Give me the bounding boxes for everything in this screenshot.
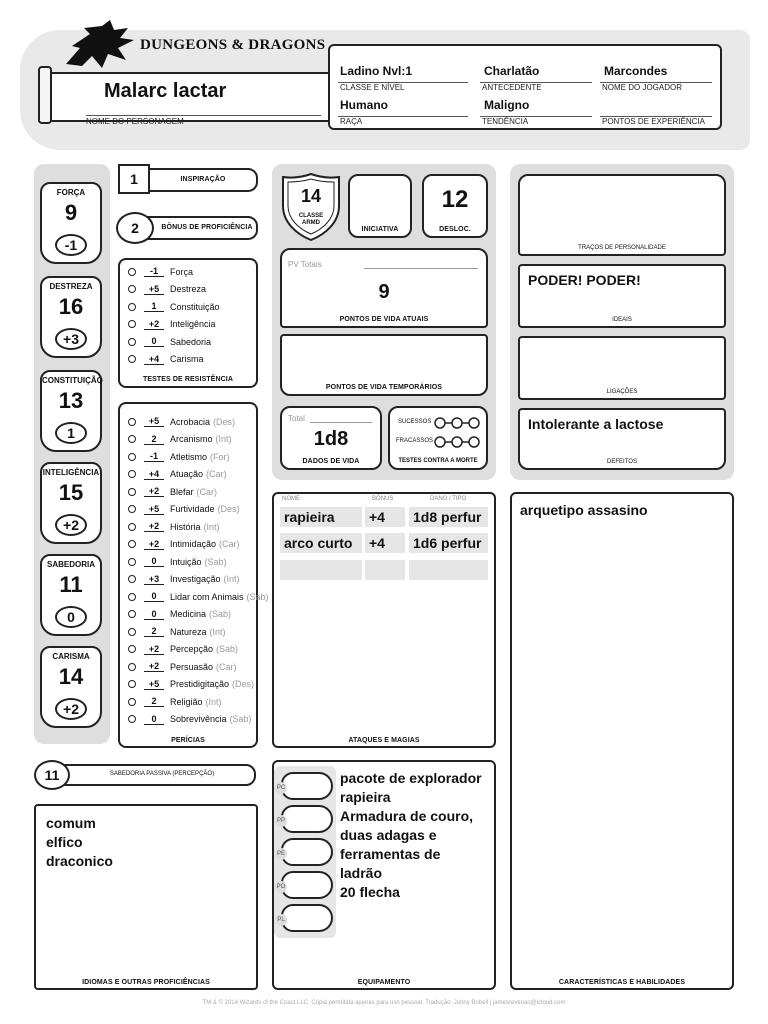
ability-score[interactable]: 9 [64,200,78,225]
skill-value[interactable]: +5 [144,679,164,690]
skill-row[interactable] [128,658,237,675]
languages-line: elfico [46,834,83,850]
ability-constitution [40,370,102,452]
equipment-line: rapieira [340,789,391,805]
proficiency-checkbox[interactable] [128,285,136,293]
equipment-line: duas adagas e [340,827,437,843]
skill-value[interactable]: +2 [144,521,164,532]
proficiency-checkbox[interactable] [128,418,136,426]
proficiency-checkbox[interactable] [128,610,136,618]
proficiency-checkbox[interactable] [128,470,136,478]
hp-current-label: PONTOS DE VIDA ATUAIS [339,316,429,323]
player-name-label: NOME DO JOGADOR [602,83,683,92]
skill-value[interactable]: +2 [144,486,164,497]
skill-name: Atletismo [170,451,208,462]
flaws-value[interactable]: Intolerante a lactose [528,416,664,432]
skill-name: Percepção [170,644,214,654]
bonds-label: LIGAÇÕES [606,389,638,395]
class-level-value[interactable]: Ladino Nvl:1 [340,64,413,78]
proficiency-checkbox[interactable] [128,488,136,496]
alignment-label: TENDÊNCIA [482,117,529,126]
skill-value[interactable]: +2 [144,644,164,655]
attacks-label: ATAQUES E MAGIAS [348,737,420,744]
skill-row[interactable] [128,431,232,448]
skill-value[interactable]: +2 [144,539,164,550]
skill-ability: (Des) [217,504,240,514]
proficiency-checkbox[interactable] [128,680,136,688]
skill-name: Religião [170,696,203,707]
attack-3-bonus[interactable] [365,560,405,580]
saving-throw-value[interactable]: 1 [144,301,164,312]
proficiency-checkbox[interactable] [128,540,136,548]
skill-ability: (Car) [196,486,218,497]
hit-dice-total-label: Total [288,414,305,423]
attack-3-damage[interactable] [409,560,488,580]
skill-ability: (Sab) [229,714,252,724]
ability-score[interactable]: 15 [58,480,84,505]
proficiency-checkbox[interactable] [128,575,136,583]
class-level-label: CLASSE E NÍVEL [340,83,405,92]
ability-modifier[interactable]: +2 [55,698,87,720]
proficiency-checkbox[interactable] [128,453,136,461]
coin-pp[interactable] [277,904,333,932]
skill-name: Atuação [170,469,204,479]
proficiency-checkbox[interactable] [128,628,136,636]
attacks-box [272,492,496,748]
coin-gp-label: PO [275,881,287,893]
skill-name: Investigação [170,574,221,584]
saving-throw-value[interactable]: -1 [144,266,164,277]
skill-ability: (Sab) [204,556,227,567]
skill-ability: (Car) [216,661,237,672]
death-success-label: SUCESSOS [398,419,432,425]
coin-pp-label: PL [275,914,287,926]
inspiration-label: INSPIRAÇÃO [180,176,226,183]
background-label: ANTECEDENTE [482,83,542,92]
skill-ability: (Sab) [216,644,239,654]
ability-name: CONSTITUIÇÃO [42,376,103,385]
ability-charisma [40,646,102,728]
skill-value[interactable]: 2 [144,434,164,445]
coin-gp[interactable] [276,871,333,899]
hit-dice-label: DADOS DE VIDA [302,458,360,465]
skill-row[interactable] [128,413,235,430]
languages-line: comum [46,815,96,831]
name-scroll-left-fold [38,66,52,124]
hit-dice-value[interactable]: 1d8 [313,428,349,450]
ability-score[interactable]: 11 [59,572,83,597]
skill-name: Natureza [170,626,207,637]
player-name-value[interactable]: Marcondes [604,64,668,78]
saving-throw-value[interactable]: 0 [144,336,164,347]
skill-row[interactable] [128,518,220,535]
armor-class-label-1: CLASSE [298,213,324,219]
coin-cp[interactable] [276,772,333,800]
coin-sp[interactable] [276,805,333,833]
saving-throw-name: Sabedoria [170,336,212,347]
skill-name: Sobrevivência [170,714,227,724]
skill-ability: (Int) [215,434,232,444]
skill-row[interactable] [128,693,222,710]
ability-score[interactable]: 14 [58,664,84,689]
attack-2-name[interactable]: arco curto [280,533,362,553]
death-success-circles [434,416,480,428]
skill-row[interactable] [128,448,230,465]
saving-throw-value[interactable]: +2 [144,319,164,330]
attack-2-bonus[interactable]: +4 [365,533,405,553]
skill-name: Acrobacia [170,416,211,427]
skill-ability: (Des) [213,416,236,427]
skill-row[interactable] [128,536,240,553]
skill-name: Medicina [170,609,207,619]
race-value[interactable]: Humano [340,98,388,112]
skill-row[interactable] [128,676,254,693]
race-label: RAÇA [340,117,363,126]
equipment-line: ladrão [340,865,383,881]
ideals-value[interactable]: PODER! PODER! [528,272,641,288]
coin-ep-label: PE [275,848,287,860]
ideals-label: IDEAIS [612,317,632,323]
inspiration-value[interactable]: 1 [118,164,150,194]
personality-label: TRAÇOS DE PERSONALIDADE [578,245,666,251]
armor-class-shield-icon [280,172,342,242]
background-value[interactable]: Charlatão [484,64,540,78]
dragon-logo-icon [62,20,142,72]
skill-name: Intimidação [170,539,217,549]
skill-ability: (Car) [219,539,240,549]
skill-name: Prestidigitação [170,679,230,689]
character-name[interactable]: Malarc lactar [104,80,227,102]
skill-value[interactable]: +3 [144,574,164,585]
proficiency-checkbox[interactable] [128,523,136,531]
features-box[interactable] [510,492,734,990]
skill-ability: (For) [210,451,230,462]
death-fail-circles [434,435,480,447]
skill-name: Blefar [170,486,194,497]
armor-class-label-2: ARMD [302,220,320,226]
skill-row[interactable] [128,588,269,605]
skill-row[interactable] [128,641,238,658]
skill-row[interactable] [128,606,231,623]
attacks-col-bonus: BÔNUS [372,496,394,502]
proficiency-label: BÔNUS DE PROFICIÊNCIA [161,224,253,231]
skill-name: Lidar com Animais [170,591,244,602]
proficiency-checkbox[interactable] [128,320,136,328]
skill-ability: (Des) [232,679,255,689]
skill-value[interactable]: -1 [144,451,164,462]
ability-score[interactable]: 16 [58,294,84,319]
xp-label: PONTOS DE EXPERIÊNCIA [602,117,705,126]
speed-value[interactable]: 12 [441,186,469,213]
attack-2-damage[interactable]: 1d6 perfur [409,533,488,553]
ability-intelligence [40,462,102,544]
skill-row[interactable] [128,553,227,570]
attack-1-bonus[interactable]: +4 [365,507,405,527]
proficiency-checkbox[interactable] [128,355,136,363]
coin-ep[interactable] [276,838,333,866]
skill-row[interactable] [128,501,240,518]
personality-box[interactable] [518,174,726,256]
skill-name: Arcanismo [170,434,213,444]
skill-ability: (Int) [203,521,220,532]
death-saves-label: TESTES CONTRA A MORTE [398,458,478,464]
equipment-line: pacote de explorador [340,770,482,786]
proficiency-checkbox[interactable] [128,593,136,601]
equipment-line: 20 flecha [340,884,400,900]
proficiency-checkbox[interactable] [128,338,136,346]
armor-class-value[interactable]: 14 [300,186,322,206]
equipment-label: EQUIPAMENTO [357,979,411,986]
initiative-label: INICIATIVA [361,226,399,233]
saving-throws-label: TESTES DE RESISTÊNCIA [142,376,233,383]
ability-wisdom [40,554,102,636]
skill-value[interactable]: +2 [144,661,164,672]
skill-row[interactable] [128,571,240,588]
saving-throw-row[interactable] [128,263,193,280]
skill-row[interactable] [128,711,252,728]
skill-value[interactable]: 0 [144,556,164,567]
skill-ability: (Int) [209,626,226,637]
ability-strength [40,182,102,264]
attack-3-name[interactable] [280,560,362,580]
skill-name: Furtividade [170,504,215,514]
proficiency-checkbox[interactable] [128,558,136,566]
hp-current-value[interactable]: 9 [378,281,390,303]
saving-throw-value[interactable]: +5 [144,284,164,295]
attack-1-damage[interactable]: 1d8 perfur [409,507,488,527]
features-text[interactable]: arquetipo assasino [520,502,648,518]
passive-perception-label: SABEDORIA PASSIVA (PERCEPÇÃO) [109,771,215,777]
skill-ability: (Int) [223,574,240,584]
proficiency-checkbox[interactable] [128,435,136,443]
features-label: CARACTERÍSTICAS E HABILIDADES [558,979,686,986]
ability-modifier[interactable]: 1 [55,422,87,444]
ability-modifier[interactable]: +2 [55,514,87,536]
proficiency-checkbox[interactable] [128,663,136,671]
skill-value[interactable]: +5 [144,504,164,515]
ability-modifier[interactable]: -1 [55,234,87,256]
ability-dexterity [40,276,102,358]
skill-value[interactable]: 0 [144,609,164,620]
flaws-label: DEFEITOS [607,459,637,465]
saving-throw-name: Inteligência [170,319,216,329]
ability-name: FORÇA [56,188,86,197]
saving-throw-row[interactable] [128,281,206,298]
proficiency-checkbox[interactable] [128,698,136,706]
skill-row[interactable] [128,623,226,640]
languages-line: draconico [46,853,113,869]
ability-score[interactable]: 13 [58,388,84,413]
skill-name: Persuasão [170,661,214,672]
ability-name: DESTREZA [49,282,93,291]
temp-hp-label: PONTOS DE VIDA TEMPORÁRIOS [325,384,443,391]
proficiency-checkbox[interactable] [128,645,136,653]
footer-text: TM & © 2014 Wizards of the Coast LLC. Cópia permitida apenas para uso pessoal. Tradução: Johny Bobell | jamesrevenan@icloud.com [202,1000,566,1006]
equipment-line: ferramentas de [340,846,441,862]
ability-name: CARISMA [52,652,90,661]
skill-ability: (Int) [205,696,222,707]
ability-name: INTELIGÊNCIA [42,468,100,477]
skill-ability: (Sab) [246,591,269,602]
speed-label: DESLOC. [439,226,471,233]
languages-label: IDIOMAS E OUTRAS PROFICIÊNCIAS [82,979,210,986]
saving-throw-row[interactable] [128,333,211,350]
skill-ability: (Sab) [209,609,232,619]
logo-text: DUNGEONS & DRAGONS [140,37,326,53]
coin-cp-label: PC [275,782,287,794]
hp-max-label: PV Totais [288,260,322,269]
equipment-line: Armadura de couro, [340,808,474,824]
coin-sp-label: PP [275,815,287,827]
proficiency-checkbox[interactable] [128,715,136,723]
ability-name: SABEDORIA [46,560,95,569]
proficiency-value[interactable]: 2 [116,212,154,244]
saving-throw-row[interactable] [128,298,220,315]
skill-name: História [170,521,201,532]
attacks-col-damage: DANO / TIPO [430,496,467,502]
skill-value[interactable]: 2 [144,626,164,637]
skill-value[interactable]: 2 [144,696,164,707]
skill-name: Intuição [170,556,202,567]
character-name-label: NOME DO PERSONAGEM [86,117,184,126]
saving-throw-name: Força [170,266,194,277]
proficiency-checkbox[interactable] [128,303,136,311]
skill-value[interactable]: 0 [144,591,164,602]
proficiency-checkbox[interactable] [128,505,136,513]
skill-value[interactable]: 0 [144,714,164,725]
skill-ability: (Car) [206,469,227,479]
skill-row[interactable] [128,466,227,483]
ability-modifier[interactable]: +3 [55,328,87,350]
death-fail-label: FRACASSOS [396,438,434,444]
passive-perception-value[interactable]: 11 [34,760,70,790]
attack-1-name[interactable]: rapieira [280,507,362,527]
ability-modifier[interactable]: 0 [55,606,87,628]
skill-row[interactable] [128,483,217,500]
saving-throw-name: Constituição [170,301,220,312]
skill-value[interactable]: +5 [144,416,164,427]
skill-value[interactable]: +4 [144,469,164,480]
saving-throw-row[interactable] [128,316,216,333]
saving-throw-row[interactable] [128,351,204,368]
proficiency-checkbox[interactable] [128,268,136,276]
saving-throw-name: Carisma [170,354,204,364]
saving-throw-name: Destreza [170,284,207,294]
saving-throw-value[interactable]: +4 [144,354,164,365]
attacks-col-name: NOME [282,496,300,502]
alignment-value[interactable]: Maligno [484,98,530,112]
skills-label: PERÍCIAS [171,737,205,744]
